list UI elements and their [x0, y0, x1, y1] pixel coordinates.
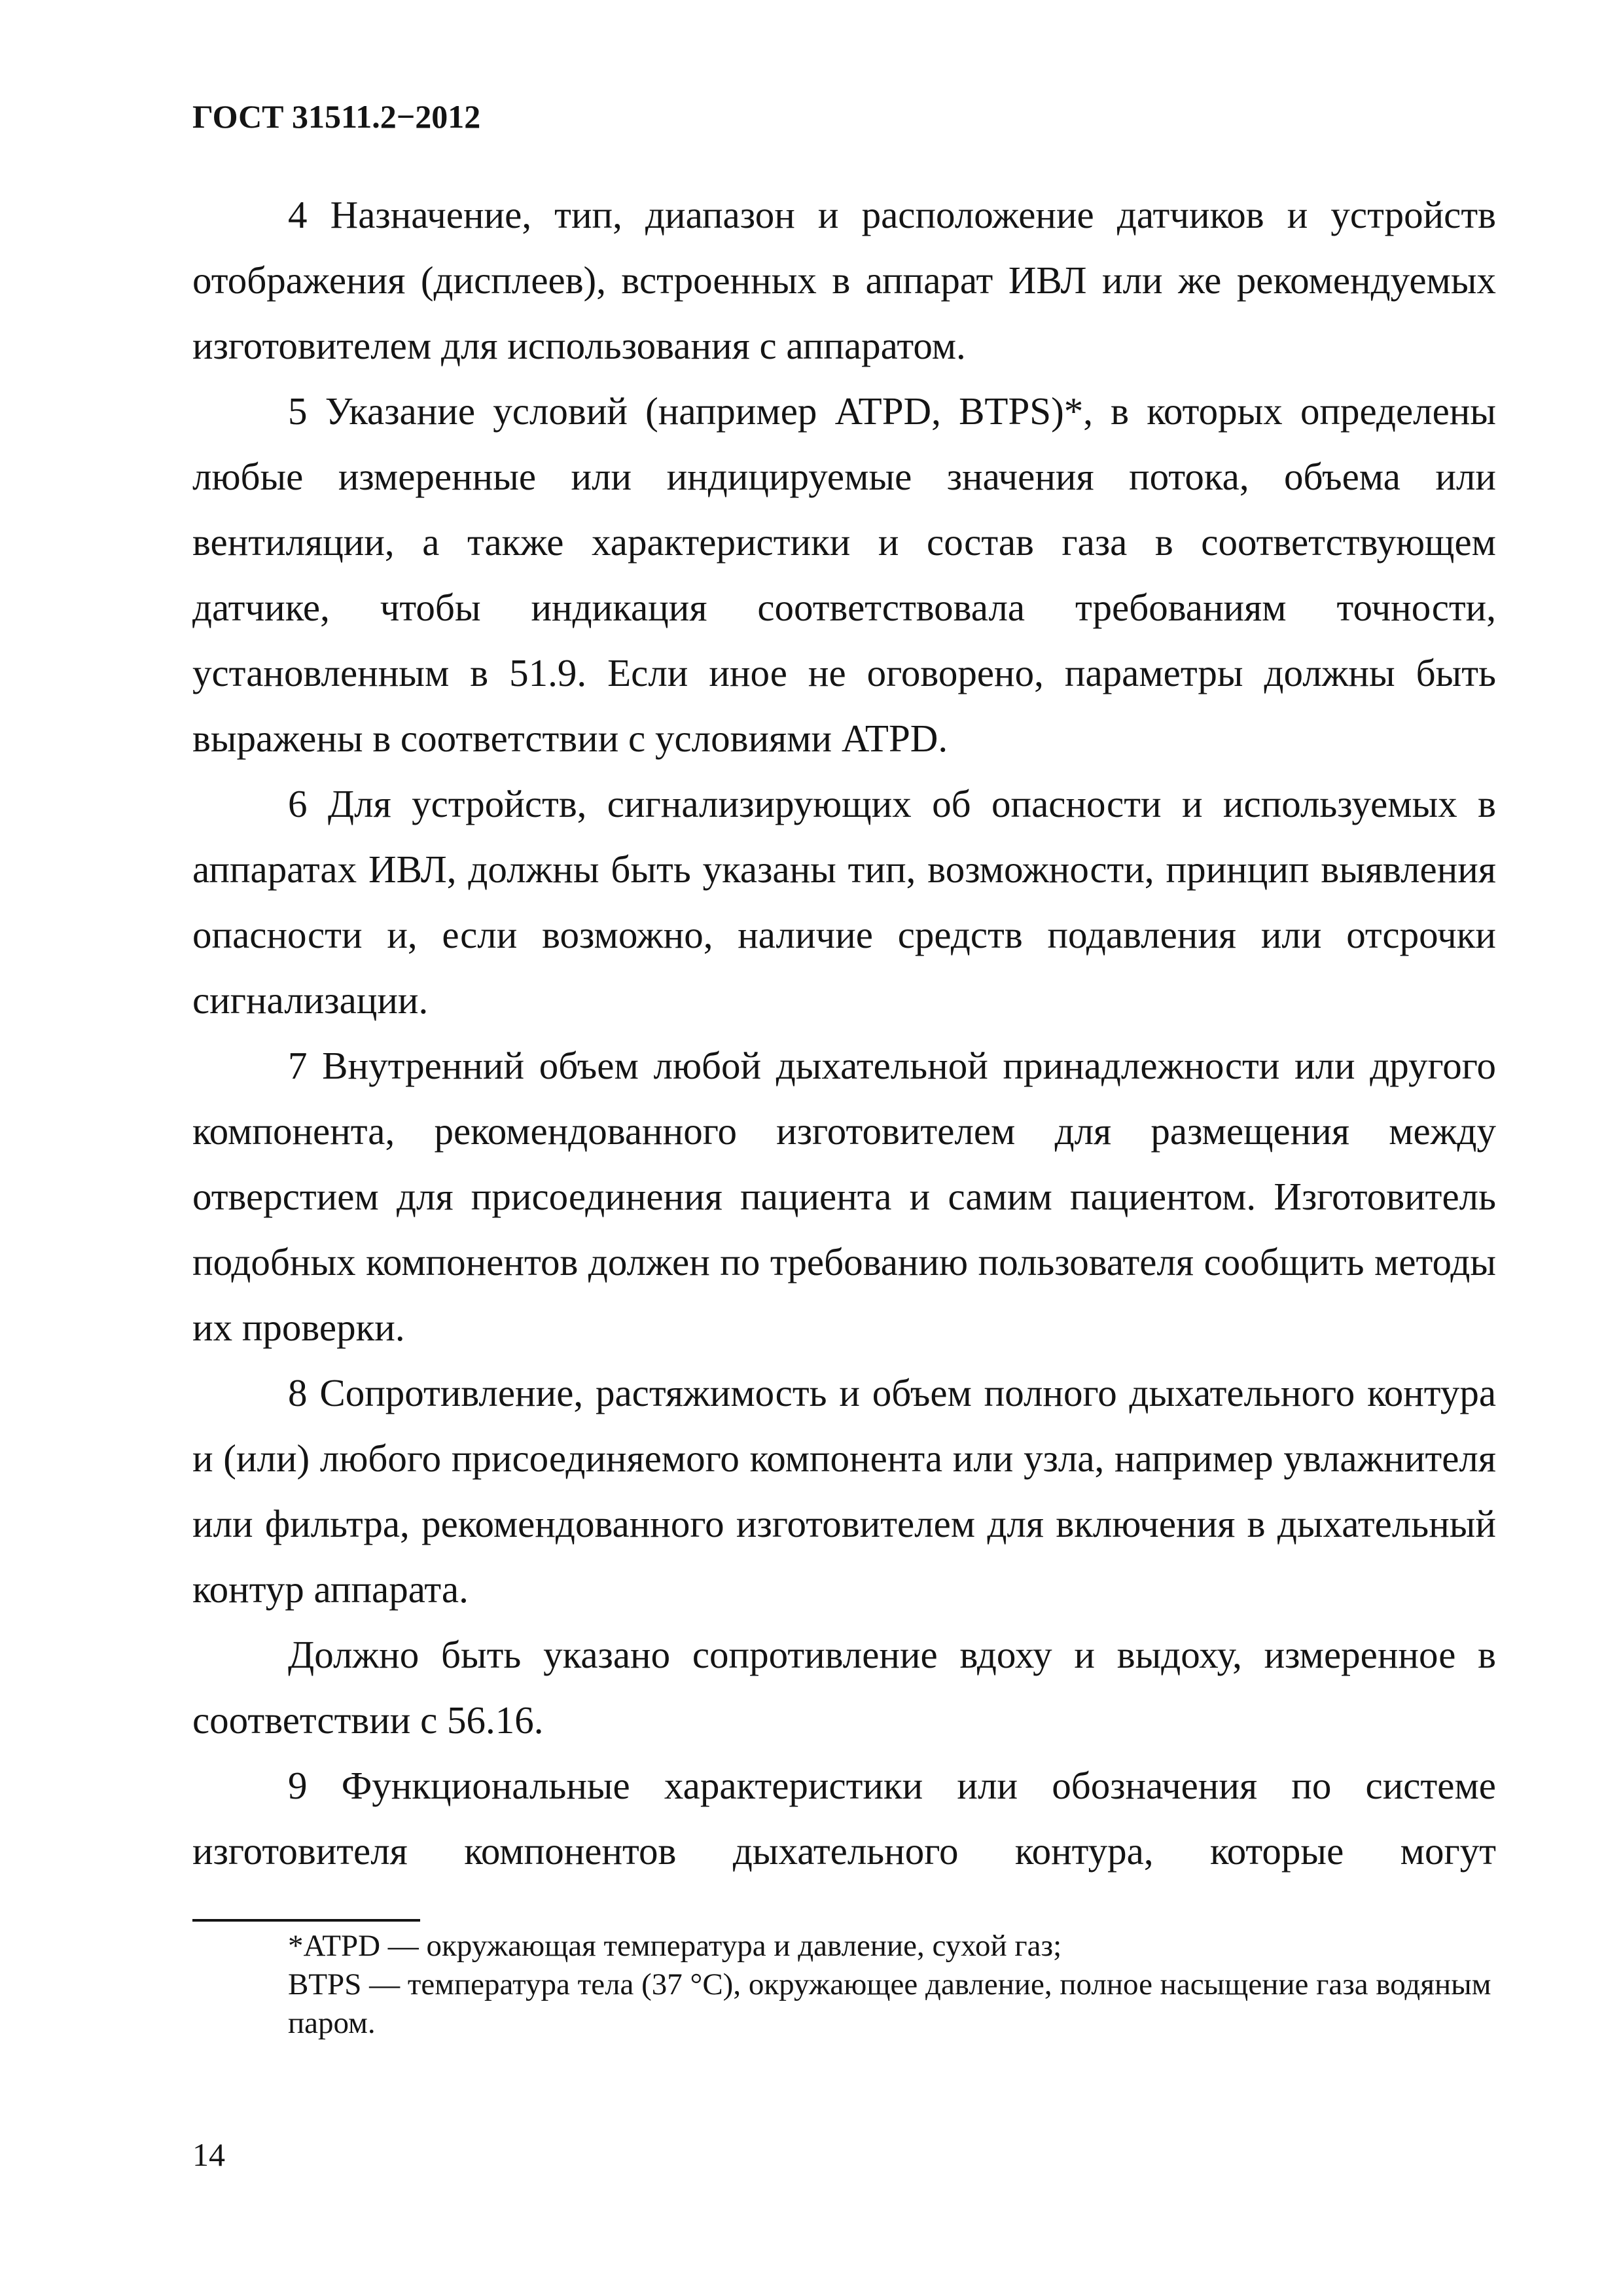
footnote-atpd: *ATPD — окружающая температура и давление, сухой газ; — [288, 1929, 1062, 1963]
document-body — [192, 182, 1496, 1884]
page-number: 14 — [192, 2136, 225, 2173]
paragraph-item-6: 6 Для устройств, сигнализирующих об опасности и используемых в аппаратах ИВЛ, должны быть указаны тип, возможности, принцип выявления опасности и, если возможно, наличие средств подавления или отсрочки сигнализации. — [192, 782, 1496, 1022]
paragraph-item-8: 8 Сопротивление, растяжимость и объем полного дыхательного контура и (или) любого присоединяемого компонента или узла, например увлажнителя или фильтра, рекомендованного изготовителем для включения в дыхательный контур аппарата. — [192, 1371, 1496, 1611]
document-header: ГОСТ 31511.2−2012 — [192, 98, 481, 135]
paragraph-item-5: 5 Указание условий (например ATPD, BTPS)*, в которых определены любые измеренные или индицируемые значения потока, объема или вентиляции, а также характеристики и состав газа в соответствующем датчике, чтобы индикация соответствовала требованиям точности, установленным в 51.9. Если иное не оговорено, параметры должны быть выражены в соответствии с условиями ATPD. — [192, 389, 1496, 760]
paragraph-item-4: 4 Назначение, тип, диапазон и расположение датчиков и устройств отображения (дисплеев), встроенных в аппарат ИВЛ или же рекомендуемых изготовителем для использования с аппаратом. — [192, 193, 1496, 367]
footnotes — [288, 1927, 1499, 2043]
footnote-btps: BTPS — температура тела (37 °C), окружающее давление, полное насыщение газа водяным паром. — [288, 1967, 1491, 2040]
paragraph-resistance-note: Должно быть указано сопротивление вдоху и выдоху, измеренное в соответствии с 56.16. — [192, 1633, 1496, 1742]
paragraph-item-7: 7 Внутренний объем любой дыхательной принадлежности или другого компонента, рекомендованного изготовителем для размещения между отверстием для присоединения пациента и самим пациентом. Изготовитель подобных компонентов должен по требованию пользователя сообщить методы их проверки. — [192, 1044, 1496, 1349]
footnote-separator — [192, 1919, 420, 1922]
paragraph-item-9: 9 Функциональные характеристики или обозначения по системе изготовителя компонентов дыхательного контура, которые могут — [192, 1764, 1496, 1873]
